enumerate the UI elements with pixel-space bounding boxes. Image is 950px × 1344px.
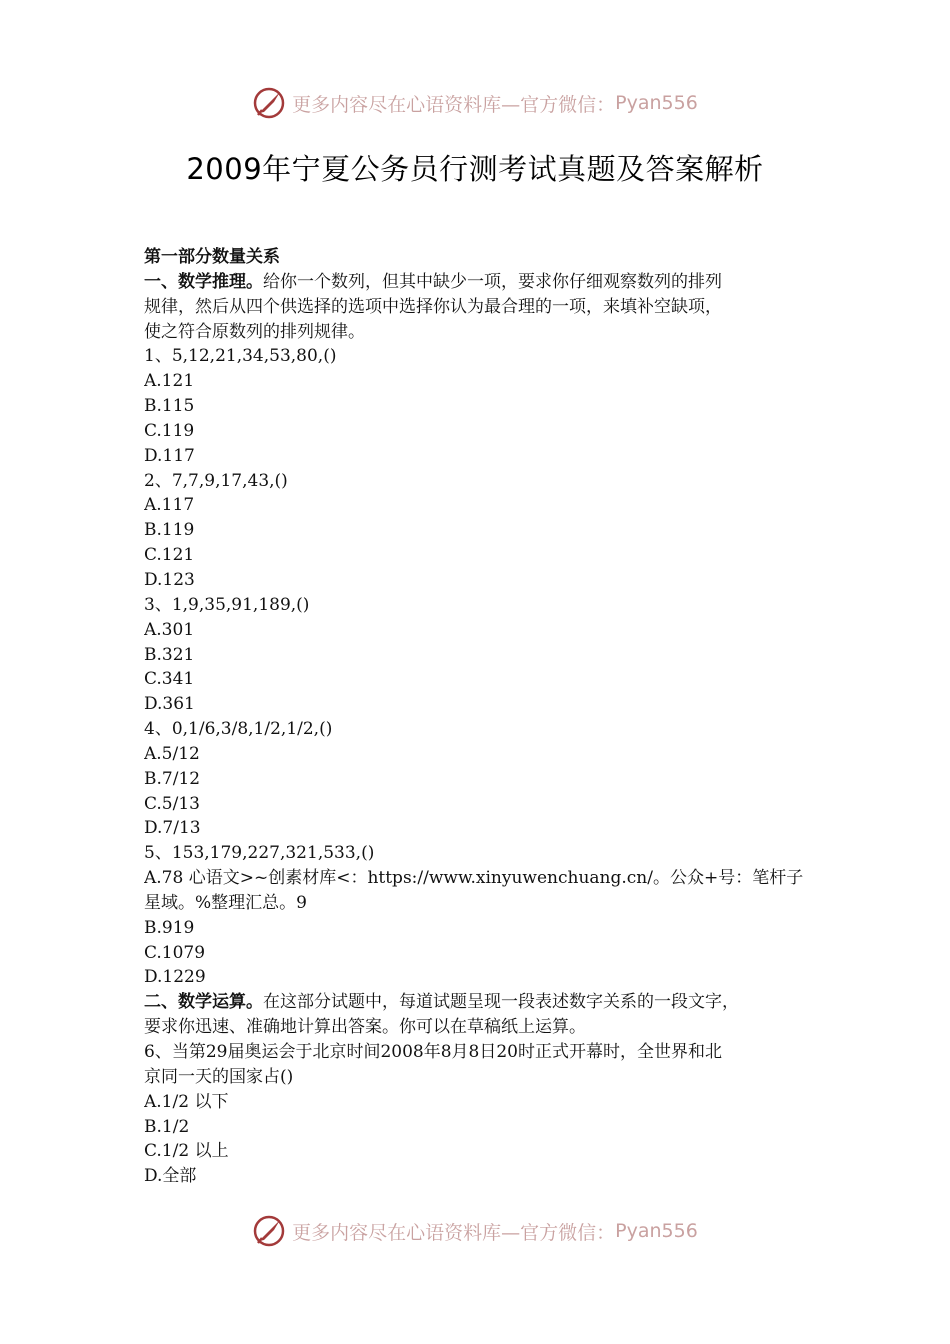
line-text: A.301 (144, 619, 195, 640)
header-watermark-banner (0, 83, 950, 123)
text-line (144, 320, 816, 345)
line-text: 规律，然后从四个供选择的选项中选择你认为最合理的一项，来填补空缺项， (144, 296, 722, 317)
line-text: C.119 (144, 420, 195, 441)
text-line (144, 1139, 816, 1164)
line-text: 要求你迅速、准确地计算出答案。你可以在草稿纸上运算。 (144, 1017, 586, 1038)
text-line (144, 245, 816, 270)
line-text: D.1229 (144, 967, 206, 988)
text-line (144, 419, 816, 444)
line-text: 1、5,12,21,34,53,80,() (144, 346, 337, 367)
text-line (144, 1040, 816, 1065)
banner-text: 更多内容尽在心语资料库—官方微信： (292, 1221, 616, 1244)
line-text: B.1/2 (144, 1116, 190, 1137)
text-line (144, 1090, 816, 1115)
text-line (144, 643, 816, 668)
text-line (144, 742, 816, 767)
text-line (144, 469, 816, 494)
text-line (144, 891, 816, 916)
text-line (144, 941, 816, 966)
line-text: B.919 (144, 917, 195, 938)
line-text: A.78 心语文>~创素材库<：https://www.xinyuwenchuang.cn/。公众+号：笔杆子 (144, 868, 804, 889)
line-text: D.117 (144, 445, 195, 466)
text-line (144, 344, 816, 369)
line-text: C.1/2 以上 (144, 1141, 229, 1162)
text-line (144, 444, 816, 469)
document-title: 2009年宁夏公务员行测考试真题及答案解析 (186, 152, 764, 186)
line-text: A.117 (144, 495, 195, 516)
line-text: D.7/13 (144, 818, 201, 839)
line-text: 京同一天的国家占() (144, 1066, 294, 1087)
text-line (144, 593, 816, 618)
text-line (144, 990, 816, 1015)
banner-handle: Pyan556 (615, 92, 698, 114)
banner-handle: Pyan556 (615, 1220, 698, 1242)
text-line (144, 866, 816, 891)
text-line (144, 493, 816, 518)
text-line (144, 618, 816, 643)
line-text: 星域。%整理汇总。9 (144, 892, 307, 913)
section-heading: 二、数学运算。 (144, 992, 263, 1013)
line-text: A.5/12 (144, 743, 200, 764)
text-line (144, 369, 816, 394)
document-body (144, 245, 816, 1189)
text-line (144, 295, 816, 320)
line-text: B.321 (144, 644, 195, 665)
line-text: C.5/13 (144, 793, 200, 814)
line-text: 2、7,7,9,17,43,() (144, 470, 288, 491)
line-text: 4、0,1/6,3/8,1/2,1/2,() (144, 719, 333, 740)
line-text: D.123 (144, 569, 195, 590)
line-text: 3、1,9,35,91,189,() (144, 594, 310, 615)
line-text: C.1079 (144, 942, 206, 963)
quill-pen-logo-icon (252, 1214, 286, 1248)
section-heading: 一、数学推理。 (144, 271, 263, 292)
text-line (144, 543, 816, 568)
banner-text: 更多内容尽在心语资料库—官方微信： (292, 93, 616, 116)
text-line (144, 916, 816, 941)
line-text: 在这部分试题中，每道试题呈现一段表述数字关系的一段文字， (263, 992, 739, 1013)
text-line (144, 792, 816, 817)
line-text: D.全部 (144, 1166, 197, 1187)
line-text: 使之符合原数列的排列规律。 (144, 321, 365, 342)
text-line (144, 965, 816, 990)
quill-pen-logo-icon (252, 86, 286, 120)
text-line (144, 816, 816, 841)
section-heading: 第一部分数量关系 (144, 247, 280, 267)
line-text: C.341 (144, 669, 195, 690)
line-text: D.361 (144, 694, 195, 715)
line-text: A.121 (144, 371, 195, 392)
text-line (144, 1015, 816, 1040)
line-text: B.119 (144, 520, 195, 541)
line-text: 给你一个数列，但其中缺少一项，要求你仔细观察数列的排列 (263, 271, 722, 292)
line-text: B.115 (144, 396, 195, 417)
text-line (144, 394, 816, 419)
line-text: C.121 (144, 545, 195, 566)
text-line (144, 568, 816, 593)
line-text: A.1/2 以下 (144, 1091, 229, 1112)
line-text: B.7/12 (144, 768, 201, 789)
footer-watermark-banner (0, 1211, 950, 1251)
text-line (144, 667, 816, 692)
text-line (144, 692, 816, 717)
text-line (144, 717, 816, 742)
line-text: 5、153,179,227,321,533,() (144, 843, 375, 864)
text-line (144, 270, 816, 295)
text-line (144, 518, 816, 543)
text-line (144, 1065, 816, 1090)
text-line (144, 1164, 816, 1189)
text-line (144, 1115, 816, 1140)
text-line (144, 841, 816, 866)
line-text: 6、当第29届奥运会于北京时间2008年8月8日20时正式开幕时，全世界和北 (144, 1042, 722, 1062)
text-line (144, 767, 816, 792)
